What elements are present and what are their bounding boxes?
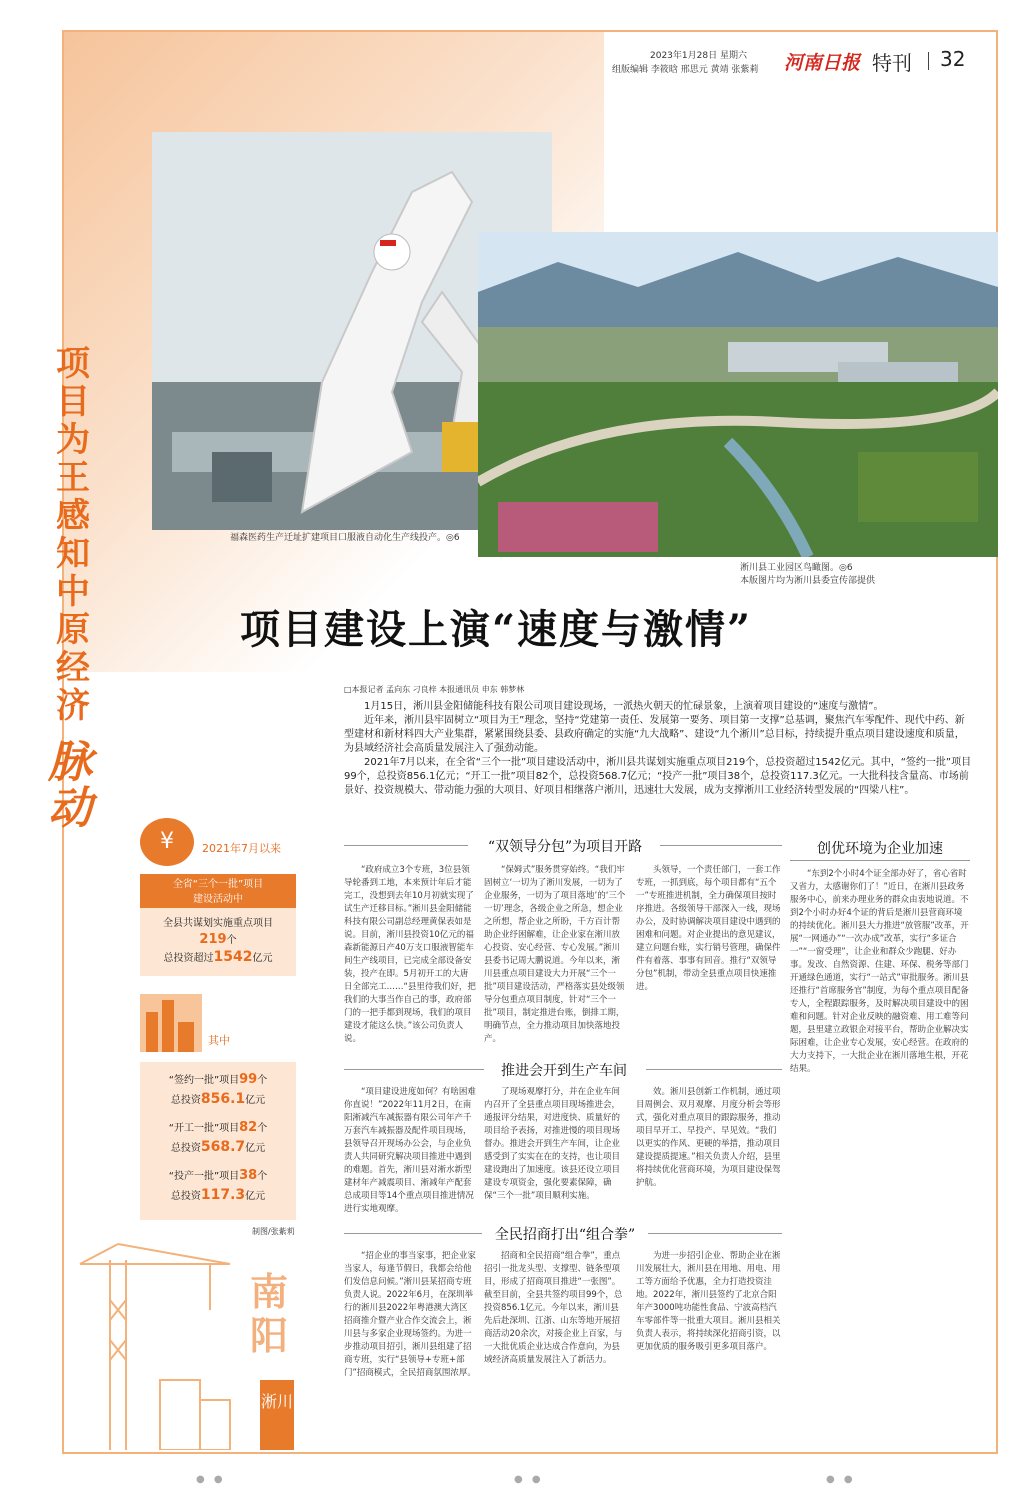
among-them-label: 其中 (208, 1034, 230, 1047)
item-invest-unit: 亿元 (245, 1143, 266, 1154)
lead-paragraph: 1月15日，淅川县金阳储能科技有限公司项目建设现场，一派热火朝天的忙碌景象，上演着项目建设的“速度与激情”。 (364, 701, 884, 712)
section-4-column (790, 868, 970, 1446)
photo-caption-right-line2: 本版图片均为淅川县委宣传部提供 (740, 576, 876, 586)
photo-caption-right (740, 562, 875, 588)
item-invest-unit: 亿元 (245, 1095, 266, 1106)
item-label: “投产一批”项目 (168, 1171, 240, 1182)
section-name: 特刊 (872, 51, 912, 75)
item-invest: 117.3 (200, 1187, 246, 1203)
paragraph: “招企业的事当家事，把企业家当家人，每逢节假日，我都会给他们发信息问候。”淅川县某招商专班负责人说。2022年6月，在深圳举行的淅川县2022年粤港澳大湾区招商推介暨产业合作交流会上，淅川县与多家企业现场签约。为进一步推动项目招引，淅川县组建了招商专班，实行“县领导+专班+部门”招商模式，全民招商氛围浓厚。 (344, 1251, 476, 1378)
subhead-rule (646, 1069, 782, 1070)
photo-caption-right-line1: 淅川县工业园区鸟瞰图。◎6 (740, 563, 853, 573)
paragraph: 了现场观摩打分，并在企业车间内召开了全县重点项目现场推进会，通报评分结果，对进度快、质量好的项目给予表扬，对推进慢的项目现场督办。推进会开到生产车间，让企业感受到了实实在在的支持，也让项目建设跑出了加速度。该县还设立项目建设专项资金，强化要素保障，确保“三个一批”项目顺利实施。 (484, 1087, 621, 1201)
item-invest: 856.1 (200, 1091, 246, 1107)
vertical-column-title: 项目为王 感知中原经济 (56, 344, 90, 726)
total-invest: 1542 (213, 949, 253, 965)
total-label: 全县共谋划实施重点项目 (163, 918, 273, 929)
article-lead (344, 700, 972, 798)
project-breakdown-box (140, 1062, 296, 1220)
page-number: 32 (940, 47, 966, 71)
breakdown-item (140, 1070, 296, 1110)
breakdown-item (140, 1166, 296, 1206)
section-2-column-1 (344, 1086, 476, 1224)
section-3-column-1 (344, 1250, 476, 1446)
item-unit: 个 (257, 1171, 268, 1182)
subhead-rule (344, 845, 468, 846)
section-1-column-1 (344, 864, 476, 1052)
total-invest-row (140, 949, 296, 967)
total-count: 219 (199, 932, 227, 947)
paragraph: 招商和全民招商“组合拳”，重点招引一批龙头型、支撑型、链条型项目，形成了招商项目推进“一张图”。截至目前，全县共签约项目99个，总投资856.1亿元。今年以来，淅川县先后赴深圳、江浙、山东等地开展招商活动20余次，对接企业上百家，与一大批优质企业达成合作意向，为县域经济高质量发展注入了新活力。 (484, 1251, 623, 1365)
money-bag-icon: ¥ (140, 818, 194, 866)
banner-line: 建设活动中 (193, 894, 243, 905)
photo-caption-left: 福森医药生产迁址扩建项目口服液自动化生产线投产。◎6 (230, 533, 460, 543)
subhead-rule (344, 1233, 482, 1234)
total-invest-label: 总投资超过 (163, 953, 214, 964)
item-label: “签约一批”项目 (168, 1075, 240, 1086)
section-title-workshop-meeting: 推进会开到生产车间 (501, 1063, 627, 1079)
breakdown-item (140, 1118, 296, 1158)
section-2-column-3 (636, 1086, 782, 1224)
newspaper-logo: 河南日报 (784, 52, 861, 74)
infographic-panel (140, 818, 312, 1238)
section-2-column-2 (484, 1086, 626, 1224)
section-1-column-2 (484, 864, 626, 1052)
subhead-rule (344, 1069, 484, 1070)
item-invest: 568.7 (200, 1139, 246, 1155)
paragraph: 为进一步招引企业、帮助企业在淅川发展壮大，淅川县在用地、用电、用工等方面给予优惠，全力打造投资洼地。2022年，淅川县签约了北京合阳年产3000吨功能性食品、宁波高档汽车零部件等一批重大项目。淅川县相关负责人表示，将持续深化招商引资，以更加优质的服务吸引更多项目落户。 (636, 1251, 781, 1352)
section-3-column-3 (636, 1250, 782, 1446)
paragraph: “东到2个小时4个证全部办好了，省心省时又省力，太感谢你们了！”近日，在淅川县政务服务中心，前来办理业务的群众由衷地说道。不到2个小时办好4个证的背后是淅川县营商环境的持续优化。淅川县大力推进“放管服”改革，开展“一网通办”“一次办成”改革，实行“多证合一”“一窗受理”，让企业和群众少跑腿、好办事。发改、自然资源、住建、环保、税务等部门开通绿色通道，实行“一站式”审批服务。淅川县还推行“首席服务官”制度，为每个重点项目配备专人，全程跟踪服务，及时解决项目建设中的困难和问题。针对企业反映的融资难、用工难等问题，县里建立政银企对接平台，帮助企业解决实际困难，让企业专心发展，安心经营。在政府的大力支持下，一大批企业在淅川落地生根，开花结果。 (790, 869, 969, 1074)
city-name-stamp: 南阳 (250, 1269, 289, 1358)
item-invest-label: 总投资 (170, 1143, 201, 1154)
item-invest-unit: 亿元 (245, 1191, 266, 1202)
item-count: 99 (239, 1072, 258, 1087)
item-count: 38 (239, 1168, 258, 1183)
page-marker-dots: ● ● (826, 1474, 856, 1485)
page-marker-dots: ● ● (196, 1474, 226, 1485)
editors-line: 组版编辑 李筱晗 邢思元 黄靖 张紫莉 (612, 65, 759, 75)
item-invest-label: 总投资 (170, 1191, 201, 1202)
item-count: 82 (239, 1120, 258, 1135)
total-count-row (140, 932, 296, 949)
county-name-badge: 淅川 (260, 1380, 294, 1450)
subhead-rule (648, 1233, 782, 1234)
paragraph: 效。淅川县创新工作机制，通过项目周例会、双月观摩、月度分析会等形式，强化对重点项目的跟踪服务，推动项目早开工、早投产、早见效。“我们以更实的作风、更硬的举措，推动项目建设提质提速。”相关负责人介绍，县里将持续优化营商环境，为项目建设保驾护航。 (636, 1087, 781, 1188)
subhead-rule (790, 860, 970, 861)
vertical-column-title-emphasis: 脉动 (48, 737, 92, 834)
article-byline: □本报记者 孟向东 刁良梓 本报通讯员 申东 韩梦林 (344, 685, 525, 694)
total-count-unit: 个 (226, 935, 237, 946)
subhead-rule (660, 845, 782, 846)
item-unit: 个 (257, 1075, 268, 1086)
paragraph: 头领导，一个责任部门，一套工作专班，一抓到底，每个项目都有“五个一”专班推进机制，全力确保项目按时序推进。各级领导干部深入一线，现场办公，及时协调解决项目建设中遇到的困难和问题。对企业提出的意见建议，建立问题台账，实行销号管理，确保件件有着落、事事有回音。推行“双领导分包”机制，带动全县重点项目快速推进。 (636, 865, 781, 992)
aerial-landscape-illustration (478, 232, 998, 557)
article-headline: 项目建设上演“速度与激情” (240, 606, 753, 653)
lead-paragraph: 近年来，淅川县牢固树立“项目为王”理念，坚持“党建第一责任、发展第一要务、项目第一支撑”总基调，聚焦汽车零配件、现代中药、新型建材和新材料四大产业集群，紧紧围绕县委、县政府确定的实施“九大战略”、建设“九个淅川”总目标，持续提升重点项目建设速度和质量，为县域经济社会高质量发展注入了强劲动能。 (344, 715, 965, 754)
item-invest-label: 总投资 (170, 1095, 201, 1106)
section-title-investment-attraction: 全民招商打出“组合拳” (494, 1227, 636, 1243)
infographic-period: 2021年7月以来 (202, 842, 281, 855)
section-title-dual-leader: “双领导分包”为项目开路 (487, 839, 643, 855)
total-invest-unit: 亿元 (252, 953, 273, 964)
graphic-credit: 制图/张紫莉 (252, 1227, 295, 1236)
buildings-icon (140, 994, 202, 1052)
section-title-business-environment: 创优环境为企业加速 (817, 841, 943, 857)
construction-crane-illustration (70, 1240, 240, 1450)
industrial-park-aerial-photo (478, 232, 998, 557)
paragraph: “项目建设进度如何？有啥困难你直说！”2022年11月2日，在南阳淅减汽车减振器有限公司年产千万套汽车减振器及配件项目现场，县领导召开现场办公会，与企业负责人共同研究解决项目推进中遇到的难题。首先，淅川县对淅水新型建材年产减震项目、淅减年产配套总成项目等14个重点项目推进情况进行实地观摩。 (344, 1087, 476, 1214)
section-3-column-2 (484, 1250, 626, 1446)
infographic-banner (140, 874, 296, 908)
issue-date: 2023年1月28日 星期六 (650, 51, 747, 61)
total-projects-box (140, 908, 296, 976)
paragraph: “政府成立3个专班，3位县领导轮番到工地，本来预计年后才能完工，没想到去年10月初就实现了试生产迁移目标。”淅川县金阳储能科技有限公司副总经理黄保表如是说。目前，淅川县投资10亿元的福森新能源日产40万支口服液智能车间生产线项目，已完成全部设备安装，投产在即。5月初开工的大唐日全部完工……“县里待我们好，把我们的大事当作自己的事，政府部门的一把手都到现场，我们的项目建设才能这么快。”该公司负责人说。 (344, 865, 476, 1044)
section-1-column-3 (636, 864, 782, 1052)
header-divider (928, 52, 929, 70)
page-marker-dots: ● ● (514, 1474, 544, 1485)
item-unit: 个 (257, 1123, 268, 1134)
lead-paragraph: 2021年7月以来，在全省“三个一批”项目建设活动中，淅川县共谋划实施重点项目219个，总投资超过1542亿元。其中，“签约一批”项目99个，总投资856.1亿元；“开工一批”项目82个，总投资568.7亿元；“投产一批”项目38个，总投资117.3亿元。一大批科技含量高、市场前景好、投资规模大、带动能力强的大项目、好项目相继落户淅川，迅速壮大发展，成为支撑淅川工业经济转型发展的“四梁八柱”。 (344, 757, 972, 796)
paragraph: “保姆式”服务贯穿始终。“我们牢固树立‘一切为了淅川发展，一切为了企业服务，一切为了项目落地’的‘三个一切’理念，各级企业之所急，想企业之所想，帮企业之所盼，千方百计帮助企业纾困解难，让企业家在淅川放心投资、安心经营、专心发展。”淅川县委书记周大鹏说道。今年以来，淅川县重点项目建设大力开展“三个一批”项目建设活动，严格落实县处级领导分包重点项目制度，针对“三个一批”项目，制定推进台账，倒排工期，明确节点，全力推动项目加快落地投产。 (484, 865, 626, 1044)
item-label: “开工一批”项目 (168, 1123, 240, 1134)
banner-line: 全省“三个一批”项目 (172, 879, 264, 890)
